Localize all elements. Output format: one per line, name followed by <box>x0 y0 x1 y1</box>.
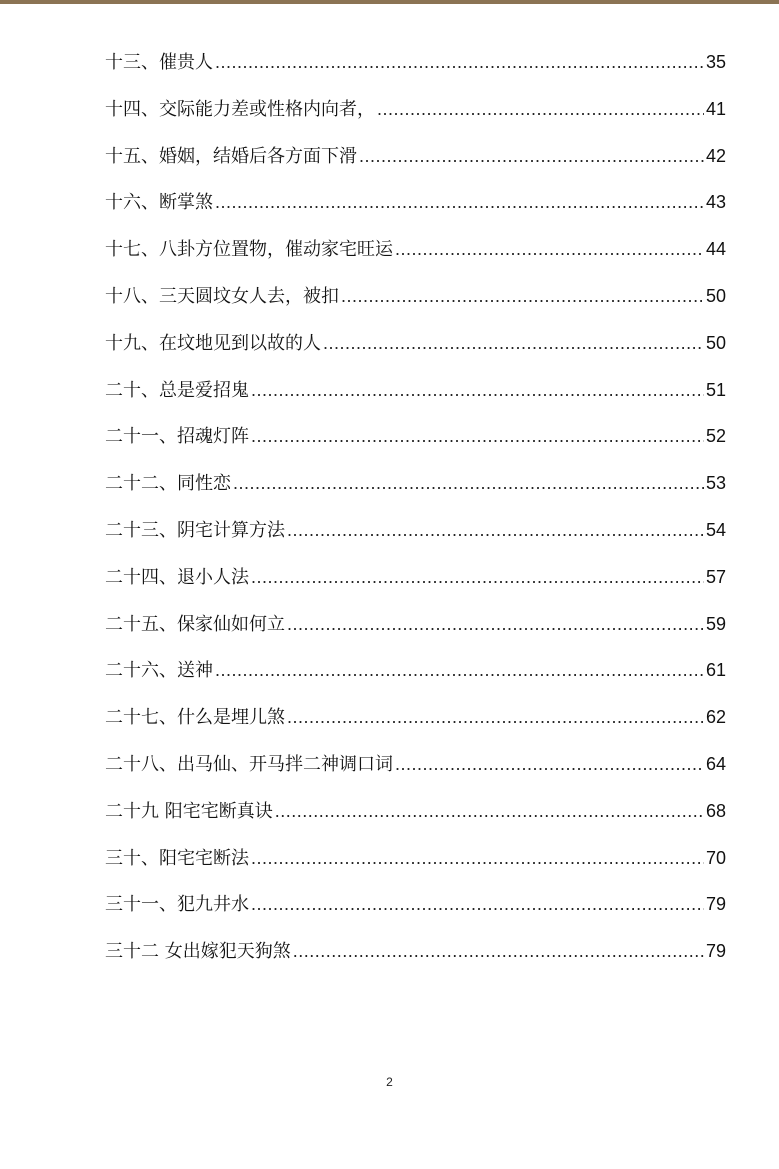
toc-entry-title: 二十六、送神 <box>105 660 213 682</box>
toc-entry-15[interactable] <box>105 140 726 187</box>
dot-leader <box>251 561 704 593</box>
toc-entry-title: 十八、三天圆坟女人去，被扣 <box>105 285 339 307</box>
toc-entry-page: 50 <box>705 332 726 353</box>
toc-entry-page: 70 <box>705 847 726 868</box>
toc-entry-page: 62 <box>705 707 726 728</box>
dot-leader <box>341 280 704 312</box>
toc-entry-title: 二十九 阳宅宅断真诀 <box>105 800 273 822</box>
dot-leader <box>215 46 704 78</box>
toc-entry-title: 二十一、招魂灯阵 <box>105 426 249 448</box>
toc-entry-page: 64 <box>705 753 726 774</box>
toc-entry-title: 二十四、退小人法 <box>105 566 249 588</box>
dot-leader <box>251 888 704 920</box>
dot-leader <box>215 654 704 686</box>
toc-entry-page: 68 <box>705 800 726 821</box>
dot-leader <box>287 514 704 546</box>
toc-entry-page: 41 <box>705 98 726 119</box>
toc-entry-page: 79 <box>705 894 726 915</box>
toc-entry-24[interactable] <box>105 561 726 608</box>
toc-entry-title: 十四、交际能力差或性格内向者， <box>105 98 375 120</box>
toc-entry-page: 61 <box>705 660 726 681</box>
toc-entry-30[interactable] <box>105 842 726 889</box>
dot-leader <box>287 608 704 640</box>
toc-entry-page: 53 <box>705 473 726 494</box>
page-number: 2 <box>386 1075 393 1089</box>
toc-entry-title: 十六、断掌煞 <box>105 192 213 214</box>
dot-leader <box>395 233 704 265</box>
toc-entry-13[interactable] <box>105 46 726 93</box>
dot-leader <box>251 420 704 452</box>
dot-leader <box>287 701 704 733</box>
dot-leader <box>395 748 704 780</box>
toc-entry-16[interactable] <box>105 186 726 233</box>
dot-leader <box>377 93 704 125</box>
dot-leader <box>251 374 704 406</box>
dot-leader <box>323 327 704 359</box>
toc-entry-title: 三十、阳宅宅断法 <box>105 847 249 869</box>
toc-entry-14[interactable] <box>105 93 726 140</box>
toc-entry-21[interactable] <box>105 420 726 467</box>
dot-leader <box>215 186 704 218</box>
toc-entry-page: 52 <box>705 426 726 447</box>
toc-entry-page: 79 <box>705 941 726 962</box>
toc-entry-page: 59 <box>705 613 726 634</box>
toc-entry-title: 二十八、出马仙、开马拌二神调口词 <box>105 753 393 775</box>
toc-entry-27[interactable] <box>105 701 726 748</box>
toc-entry-title: 三十一、犯九井水 <box>105 894 249 916</box>
toc-entry-page: 35 <box>705 52 726 72</box>
dot-leader <box>233 467 704 499</box>
toc-entry-title: 二十、总是爱招鬼 <box>105 379 249 401</box>
toc-entry-28[interactable] <box>105 748 726 795</box>
toc-entry-page: 42 <box>705 145 726 166</box>
toc-entry-17[interactable] <box>105 233 726 280</box>
toc-entry-title: 二十七、什么是埋儿煞 <box>105 707 285 729</box>
table-of-contents <box>105 46 726 982</box>
toc-entry-title: 二十五、保家仙如何立 <box>105 613 285 635</box>
toc-entry-page: 43 <box>705 192 726 213</box>
toc-entry-23[interactable] <box>105 514 726 561</box>
top-border-rule <box>0 0 779 4</box>
toc-entry-title: 十七、八卦方位置物，催动家宅旺运 <box>105 239 393 261</box>
toc-entry-title: 十三、催贵人 <box>105 52 213 73</box>
toc-entry-29[interactable] <box>105 795 726 842</box>
toc-entry-page: 51 <box>705 379 726 400</box>
toc-entry-25[interactable] <box>105 608 726 655</box>
dot-leader <box>359 140 704 172</box>
dot-leader <box>251 842 704 874</box>
toc-entry-page: 44 <box>705 239 726 260</box>
toc-entry-page: 57 <box>705 566 726 587</box>
toc-entry-19[interactable] <box>105 327 726 374</box>
toc-entry-18[interactable] <box>105 280 726 327</box>
toc-entry-title: 十五、婚姻，结婚后各方面下滑 <box>105 145 357 167</box>
toc-entry-title: 十九、在坟地见到以故的人 <box>105 332 321 354</box>
toc-entry-page: 50 <box>705 285 726 306</box>
toc-entry-title: 二十三、阴宅计算方法 <box>105 519 285 541</box>
toc-entry-20[interactable] <box>105 374 726 421</box>
toc-entry-32[interactable] <box>105 935 726 982</box>
toc-entry-31[interactable] <box>105 888 726 935</box>
toc-entry-title: 三十二 女出嫁犯天狗煞 <box>105 941 291 963</box>
dot-leader <box>293 935 704 967</box>
toc-entry-title: 二十二、同性恋 <box>105 473 231 495</box>
toc-entry-22[interactable] <box>105 467 726 514</box>
toc-entry-page: 54 <box>705 519 726 540</box>
dot-leader <box>275 795 704 827</box>
toc-entry-26[interactable] <box>105 654 726 701</box>
